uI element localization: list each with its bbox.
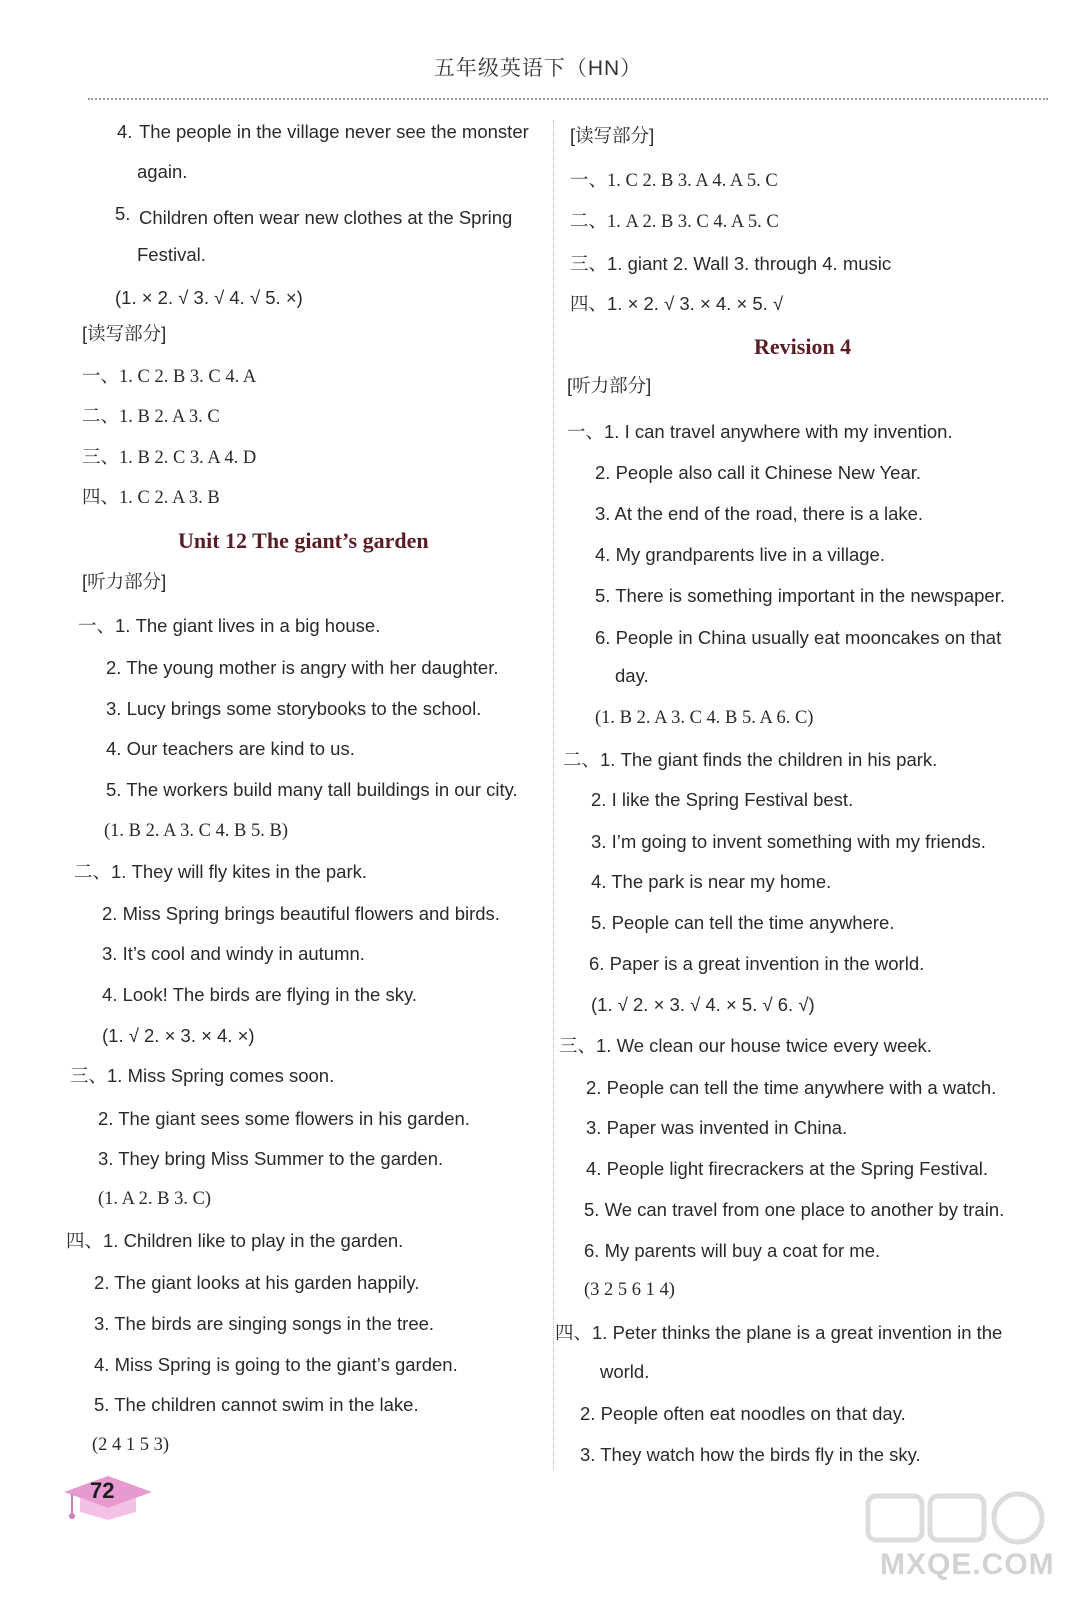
answer-line: 4. My grandparents live in a village. [595, 544, 885, 565]
answer-line: day. [615, 665, 649, 686]
revision-title: Revision 4 [754, 334, 852, 359]
answer-line: 2. The young mother is angry with her daughter. [106, 657, 499, 678]
answer-line: 2. People often eat noodles on that day. [580, 1403, 906, 1424]
answer-line: 三、1. Miss Spring comes soon. [70, 1065, 335, 1086]
answer-key: 四、1. C 2. A 3. B [82, 488, 220, 508]
page-number: 72 [90, 1478, 115, 1503]
answer-line: 2. The giant sees some flowers in his garden. [98, 1108, 470, 1129]
answer-line: 3. Lucy brings some storybooks to the school. [106, 698, 482, 719]
answer-line: Children often wear new clothes at the Spring [139, 207, 513, 228]
answer-line: 四、1. Peter thinks the plane is a great invention in the [555, 1322, 1003, 1343]
answer-line: 四、1. Children like to play in the garden. [66, 1230, 404, 1251]
answer-line: world. [600, 1361, 650, 1382]
answer-line: 5. [115, 203, 131, 224]
answer-line: 6. My parents will buy a coat for me. [584, 1240, 881, 1261]
answer-line: 2. People can tell the time anywhere with a watch. [586, 1077, 997, 1098]
answer-line: 2. I like the Spring Festival best. [591, 789, 854, 810]
column-divider [553, 120, 554, 1470]
answer-line: 3. Paper was invented in China. [586, 1117, 848, 1138]
answer-key: (1. A 2. B 3. C) [98, 1189, 212, 1209]
answer-line: 4. Miss Spring is going to the giant’s garden. [94, 1354, 458, 1375]
answer-key: (2 4 1 5 3) [92, 1435, 170, 1455]
answer-line: 2. People also call it Chinese New Year. [595, 462, 922, 483]
answer-line: 4. The park is near my home. [591, 871, 832, 892]
answer-line: 4. Our teachers are kind to us. [106, 738, 355, 759]
answer-key: 三、1. B 2. C 3. A 4. D [82, 448, 257, 468]
section-label-read-write: [读写部分] [570, 125, 655, 146]
answer-line: 3. They bring Miss Summer to the garden. [98, 1148, 444, 1169]
answer-key: 二、1. A 2. B 3. C 4. A 5. C [570, 212, 779, 232]
answer-line: 3. It’s cool and windy in autumn. [102, 943, 365, 964]
answer-line: 5. People can tell the time anywhere. [591, 912, 895, 933]
answer-line: 一、1. The giant lives in a big house. [78, 615, 381, 636]
answer-line: Festival. [137, 244, 206, 265]
answer-line: 6. People in China usually eat mooncakes on that [595, 627, 1002, 648]
section-label-listening: [听力部分] [82, 571, 167, 592]
answer-line: 3. At the end of the road, there is a lake. [595, 503, 924, 524]
page-header-title: 五年级英语下（HN） [433, 57, 643, 80]
answer-key: 三、1. giant 2. Wall 3. through 4. music [570, 253, 892, 274]
answer-line: 4. People light firecrackers at the Spring Festival. [586, 1158, 989, 1179]
answer-line: 6. Paper is a great invention in the world. [589, 953, 925, 974]
answer-key: (3 2 5 6 1 4) [584, 1280, 675, 1300]
answer-key: (1. √ 2. × 3. × 4. ×) [102, 1025, 255, 1046]
answer-line: 二、1. The giant finds the children in his park. [563, 749, 938, 770]
answer-line: 3. They watch how the birds fly in the sky. [580, 1444, 921, 1465]
answer-line: 2. Miss Spring brings beautiful flowers and birds. [102, 903, 500, 924]
answer-key: (1. √ 2. × 3. √ 4. × 5. √ 6. √) [591, 994, 815, 1015]
answer-line: 5. There is something important in the newspaper. [595, 585, 1005, 606]
section-label-read-write: [读写部分] [82, 323, 167, 344]
answer-line: again. [137, 161, 188, 182]
answer-line: 一、1. I can travel anywhere with my invention. [567, 421, 953, 442]
header-dotted-rule [88, 98, 1048, 100]
answer-key: 一、1. C 2. B 3. C 4. A [82, 367, 257, 387]
answer-key: 四、1. × 2. √ 3. × 4. × 5. √ [570, 293, 784, 314]
answer-line: The people in the village never see the monster [139, 121, 529, 142]
answer-line: 5. The children cannot swim in the lake. [94, 1394, 419, 1415]
answer-key: 二、1. B 2. A 3. C [82, 407, 220, 427]
answer-line: 三、1. We clean our house twice every week. [559, 1035, 932, 1056]
answer-line: 5. The workers build many tall buildings in our city. [106, 779, 518, 800]
answer-line: 3. The birds are singing songs in the tree. [94, 1313, 435, 1334]
answer-line: 2. The giant looks at his garden happily. [94, 1272, 420, 1293]
answer-key: 一、1. C 2. B 3. A 4. A 5. C [570, 171, 778, 191]
answer-line: 二、1. They will fly kites in the park. [74, 861, 368, 882]
answer-line: 4. Look! The birds are flying in the sky. [102, 984, 418, 1005]
answer-line: 5. We can travel from one place to another by train. [584, 1199, 1005, 1220]
section-label-listening: [听力部分] [567, 375, 652, 396]
answer-key: (1. B 2. A 3. C 4. B 5. A 6. C) [595, 708, 814, 728]
answer-line: 3. I’m going to invent something with my friends. [591, 831, 986, 852]
unit-title: Unit 12 The giant’s garden [178, 528, 429, 553]
answer-key: (1. B 2. A 3. C 4. B 5. B) [104, 821, 288, 841]
answer-key: (1. × 2. √ 3. √ 4. √ 5. ×) [115, 287, 303, 308]
watermark-text: MXQE.COM [880, 1548, 1055, 1581]
answer-line: 4. [117, 121, 133, 142]
